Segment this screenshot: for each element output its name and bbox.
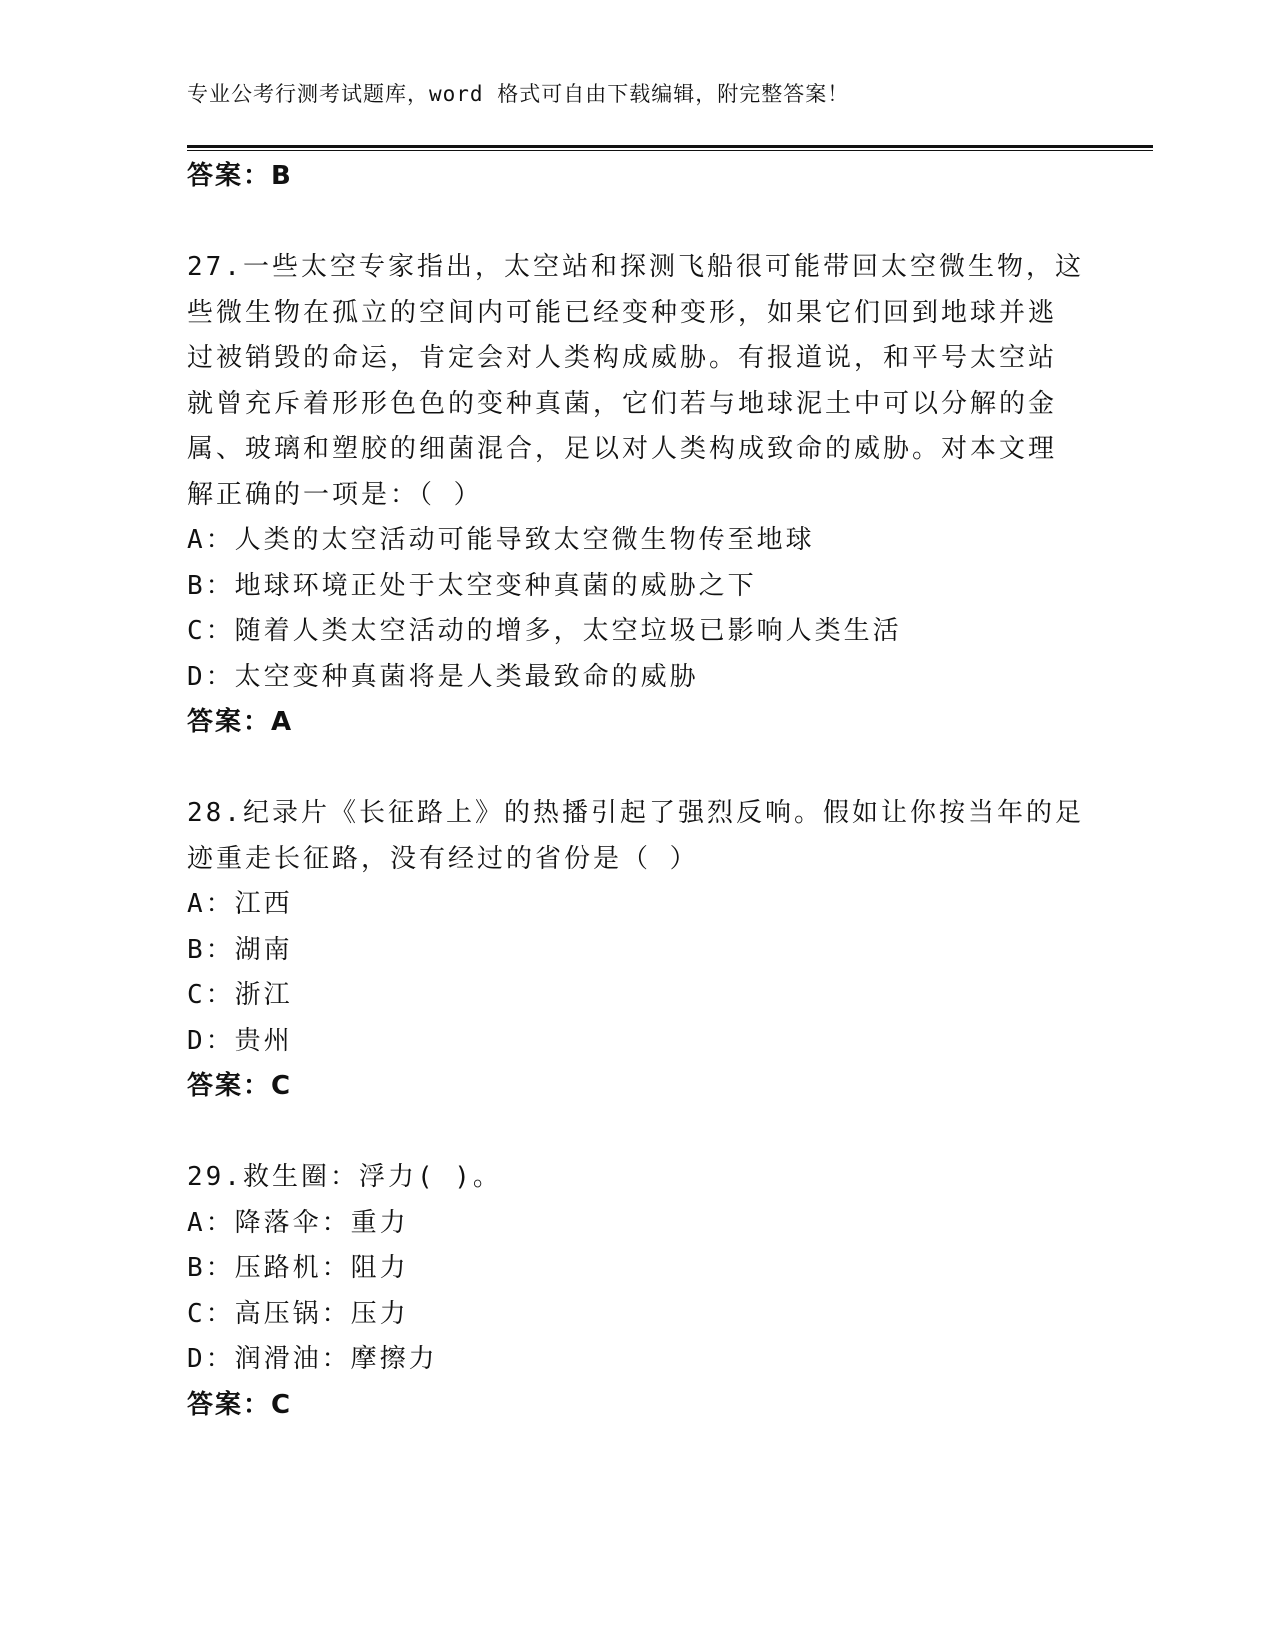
- question-stem-line: 些微生物在孤立的空间内可能已经变种变形，如果它们回到地球并逃: [187, 297, 1058, 328]
- spacer: [187, 746, 1087, 792]
- answer: 答案：A: [187, 707, 294, 737]
- page-content: [187, 154, 1087, 1428]
- page-header: 专业公考行测考试题库，word 格式可自由下载编辑，附完整答案！: [187, 82, 850, 106]
- question-29: [187, 1155, 1087, 1428]
- answer: 答案：C: [187, 1071, 293, 1101]
- question-stem-line: 28.纪录片《长征路上》的热播引起了强烈反响。假如让你按当年的足: [187, 798, 1084, 828]
- option-c: C：浙江: [187, 980, 293, 1010]
- option-a: A：江西: [187, 889, 293, 919]
- spacer: [187, 200, 1087, 246]
- question-stem-line: 27.一些太空专家指出，太空站和探测飞船很可能带回太空微生物，这: [187, 252, 1084, 282]
- option-c: C：高压锅：压力: [187, 1298, 409, 1329]
- question-stem-line: 过被销毁的命运，肯定会对人类构成威胁。有报道说，和平号太空站: [187, 343, 1058, 373]
- header-rule-thick: [187, 145, 1153, 148]
- question-stem-line: 29.救生圈：浮力( )。: [187, 1162, 502, 1192]
- question-stem-line: 迹重走长征路，没有经过的省份是（ ）: [187, 843, 699, 874]
- option-d: D：太空变种真菌将是人类最致命的威胁: [187, 661, 699, 692]
- question-stem-line: 解正确的一项是：（ ）: [187, 479, 483, 510]
- option-d: D：润滑油：摩擦力: [187, 1344, 438, 1374]
- option-d: D：贵州: [187, 1025, 293, 1056]
- option-b: B：湖南: [187, 934, 293, 965]
- option-a: A：降落伞：重力: [187, 1207, 409, 1238]
- answer-prev: 答案：B: [187, 161, 293, 191]
- question-stem-line: 属、玻璃和塑胶的细菌混合，足以对人类构成致命的威胁。对本文理: [187, 434, 1058, 464]
- question-28: [187, 791, 1087, 1110]
- question-stem-line: 就曾充斥着形形色色的变种真菌，它们若与地球泥土中可以分解的金: [187, 388, 1058, 419]
- option-a: A：人类的太空活动可能导致太空微生物传至地球: [187, 525, 815, 555]
- answer: 答案：C: [187, 1389, 293, 1420]
- option-b: B：压路机：阻力: [187, 1253, 409, 1283]
- header-rule-thin: [187, 150, 1153, 151]
- option-b: B：地球环境正处于太空变种真菌的威胁之下: [187, 570, 757, 601]
- spacer: [187, 1110, 1087, 1156]
- question-27: [187, 245, 1087, 746]
- option-c: C：随着人类太空活动的增多，太空垃圾已影响人类生活: [187, 616, 902, 646]
